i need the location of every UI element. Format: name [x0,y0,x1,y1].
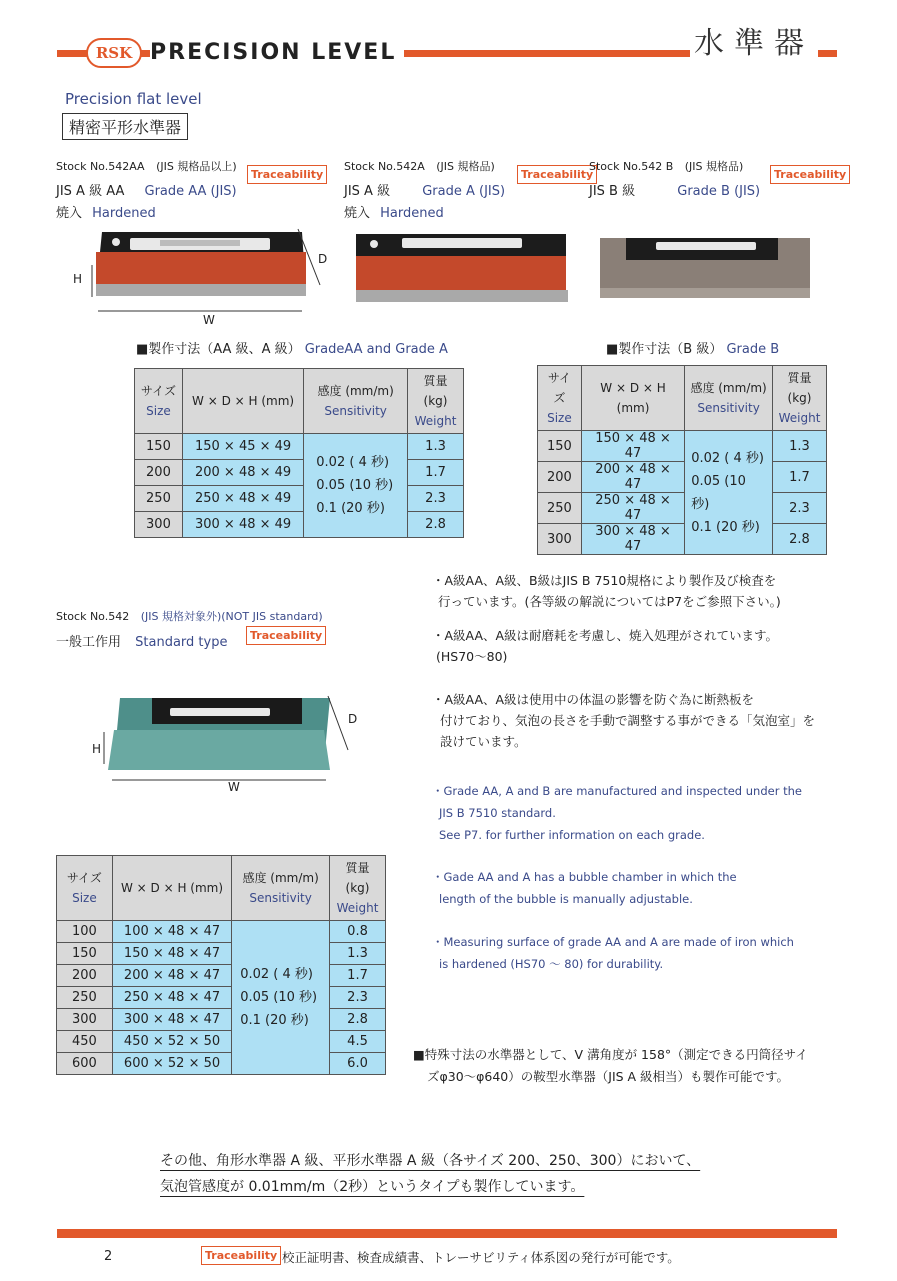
rsk-logo: RSK [86,38,142,68]
table-row: 150 150 × 45 × 49 0.02 ( 4 秒) 0.05 (10 秒) 0.1 (20 秒) 1.3 [135,434,464,460]
grade-en: Grade A (JIS) [422,184,506,199]
caption-jp: ■製作寸法（AA 級、A 級） [136,342,301,357]
table-row: 150 150 × 48 × 47 0.02 ( 4 秒) 0.05 (10 秒) 0.1 (20 秒) 1.3 [538,431,827,462]
page-title: PRECISION LEVEL [150,40,404,65]
col-dim: W × D × H (mm) [112,856,231,921]
dim-d-label: D [348,712,358,726]
dim-d-label: D [318,252,328,266]
stock-number: Stock No.542 [56,610,130,623]
bottom-note: その他、角形水準器 A 級、平形水準器 A 級（各サイズ 200、250、300）において、 気泡管感度が 0.01mm/m（2秒）というタイプも製作しています。 [160,1153,701,1195]
note-jp-3: ・A級AA、A級は使用中の体温の影響を防ぐ為に断熱板を 付けており、気泡の長さを手動で調整する事ができる「気泡室」を 設けています。 [432,692,816,749]
table-row: 300 300 × 48 × 47 2.8 [57,1009,386,1031]
caption-en: Grade B [726,342,780,357]
footer-rule [57,1229,837,1238]
jis-note: (JIS 規格品) [684,160,744,173]
table-row: 200 200 × 48 × 47 1.7 [538,462,827,493]
grade-jp: JIS A 級 [344,184,391,199]
stock-number: Stock No.542AA [56,160,145,173]
grade-line-aa [56,180,237,199]
stock-542 [56,608,323,624]
standard-type-line [56,631,227,650]
col-size: サイズ Size [57,856,113,921]
type-jp: 一般工作用 [56,635,122,650]
level-image-standard [90,690,360,800]
grade-line-b [589,180,760,199]
col-weight: 質量(kg) Weight [773,366,827,431]
col-sens: 感度 (mm/m) Sensitivity [232,856,330,921]
hardened-jp: 焼入 [344,206,371,221]
table-row: 100 100 × 48 × 47 0.02 ( 4 秒) 0.05 (10 秒) 0.1 (20 秒) 0.8 [57,921,386,943]
grade-en: Grade AA (JIS) [144,184,237,199]
special-note: ■特殊寸法の水準器として、V 溝角度が 158°（測定できる円筒径サイ ズφ30～φ640）の鞍型水準器（JIS A 級相当）も製作可能です。 [413,1047,808,1084]
spec-table-aa [134,368,464,538]
col-weight: 質量(kg) Weight [408,369,464,434]
col-sens: 感度 (mm/m) Sensitivity [304,369,408,434]
dim-lines-aa [80,225,340,320]
dim-h-label: H [92,742,102,756]
section-subtitle-jp: 精密平形水準器 [62,113,188,140]
traceability-badge: Traceability [201,1246,281,1265]
hardened-jp: 焼入 [56,206,83,221]
dim-w-label: W [228,780,240,794]
stock-542aa [56,158,237,174]
jis-note: (JIS 規格対象外)(NOT JIS standard) [140,610,323,623]
note-en-1: ・Grade AA, A and B are manufactured and inspected under the JIS B 7510 standard. See P7. for further information on each grade. [432,784,802,842]
col-weight: 質量(kg) Weight [330,856,386,921]
stock-number: Stock No.542A [344,160,425,173]
traceability-badge: Traceability [517,165,597,184]
table-aa-caption [136,338,448,357]
type-en: Standard type [135,635,228,650]
table-row: 300 300 × 48 × 47 2.8 [538,524,827,555]
jis-note: (JIS 規格品以上) [156,160,237,173]
grade-line-a [344,180,505,199]
footer-text: 校正証明書、検査成績書、トレーサビリティ体系図の発行が可能です。 [282,1250,680,1265]
table-row: 600 600 × 52 × 50 6.0 [57,1053,386,1075]
table-b-caption [606,338,779,357]
grade-jp: JIS B 級 [589,184,636,199]
table-row: 450 450 × 52 × 50 4.5 [57,1031,386,1053]
table-row: 250 250 × 48 × 47 2.3 [538,493,827,524]
stock-number: Stock No.542 B [589,160,674,173]
sensitivity-cell: 0.02 ( 4 秒) 0.05 (10 秒) 0.1 (20 秒) [685,431,773,555]
note-en-3: ・Measuring surface of grade AA and A are made of iron which is hardened (HS70 ～ 80) for durability. [432,935,794,971]
page-number: 2 [104,1249,113,1264]
hardened-line-aa [56,202,156,221]
traceability-badge: Traceability [246,626,326,645]
dim-w-label: W [203,313,215,327]
caption-jp: ■製作寸法（B 級） [606,342,723,357]
spec-table-b [537,365,827,555]
note-jp-1: ・A級AA、A級、B級はJIS B 7510規格により製作及び検査を 行っています。(各等級の解説についてはP7をご参照下さい。) [432,573,781,609]
traceability-badge: Traceability [770,165,850,184]
table-row: 250 250 × 48 × 49 2.3 [135,486,464,512]
hardened-en: Hardened [380,206,444,221]
grade-en: Grade B (JIS) [677,184,761,199]
traceability-badge: Traceability [247,165,327,184]
dim-h-label: H [73,272,83,286]
caption-en: GradeAA and Grade A [304,342,448,357]
table-row: 200 200 × 48 × 47 1.7 [57,965,386,987]
col-size: サイズ Size [538,366,582,431]
col-size: サイズ Size [135,369,183,434]
note-jp-2: ・A級AA、A級は耐磨耗を考慮し、焼入処理がされています。 (HS70～80) [432,628,779,664]
stock-542b [589,158,743,174]
grade-jp: JIS A 級 AA [56,184,125,199]
sensitivity-cell: 0.02 ( 4 秒) 0.05 (10 秒) 0.1 (20 秒) [232,921,330,1075]
level-image-b [596,232,816,304]
table-row: 150 150 × 48 × 47 1.3 [57,943,386,965]
table-row: 250 250 × 48 × 47 2.3 [57,987,386,1009]
section-subtitle-en: Precision flat level [65,90,202,108]
jis-note: (JIS 規格品) [436,160,495,173]
hardened-en: Hardened [92,206,156,221]
col-sens: 感度 (mm/m) Sensitivity [685,366,773,431]
note-en-2: ・Gade AA and A has a bubble chamber in which the length of the bubble is manually adjustable. [432,870,737,906]
stock-542a [344,158,495,174]
level-image-a [352,228,572,308]
col-dim: W × D × H (mm) [581,366,684,431]
spec-table-standard [56,855,386,1075]
table-row: 300 300 × 48 × 49 2.8 [135,512,464,538]
table-row: 200 200 × 48 × 49 1.7 [135,460,464,486]
col-dim: W × D × H (mm) [182,369,303,434]
hardened-line-a [344,202,444,221]
sensitivity-cell: 0.02 ( 4 秒) 0.05 (10 秒) 0.1 (20 秒) [304,434,408,538]
page-title-kanji: 水準器 [690,18,818,62]
